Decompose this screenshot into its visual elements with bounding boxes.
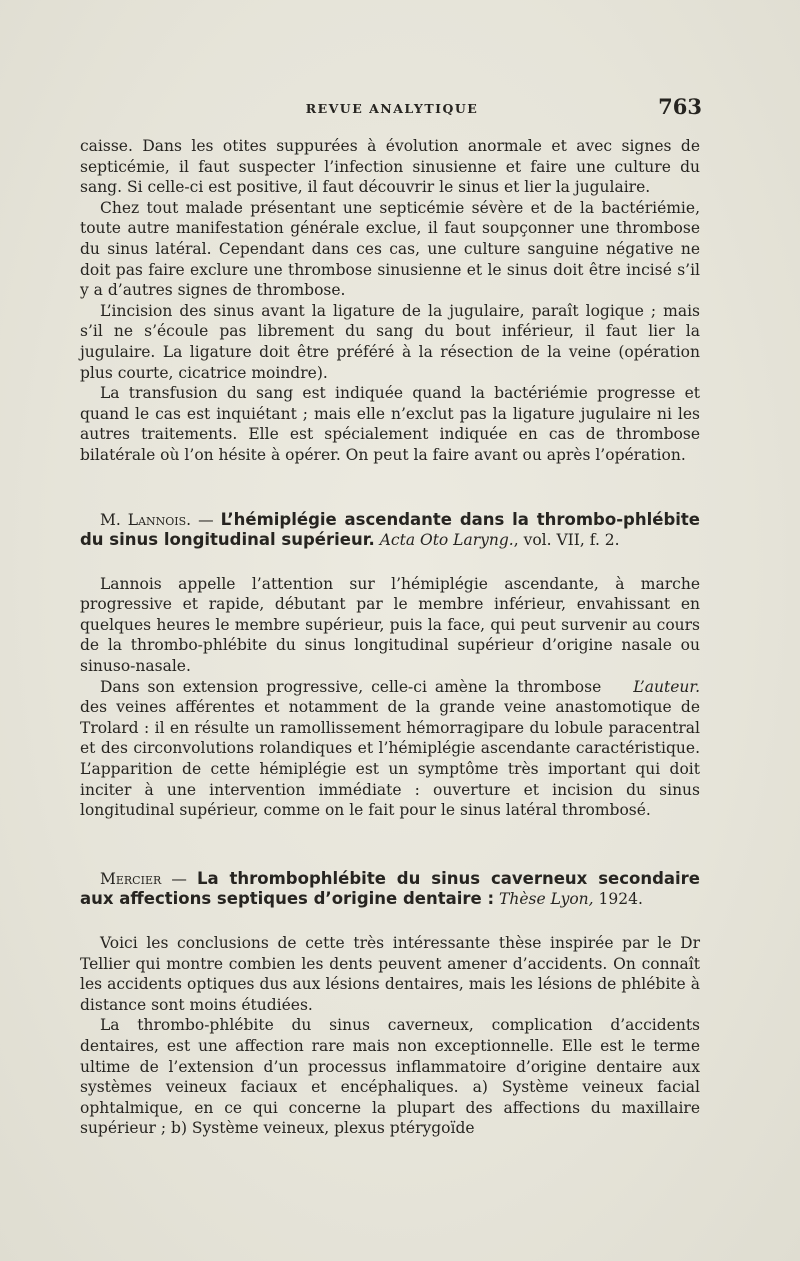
paragraph: Lannois appelle l’attention sur l’hémiplégie ascendante, à marche progressive et rapide, débutant par le membre inférieur, envahissant en quelques heures le membre supérieur, puis la face, qui peut survenir au cours de la thrombo-phlébite du sinus longitudinal supérieur d’origine nasale ou sinuso-nasale.	[80, 574, 700, 676]
paragraph: Chez tout malade présentant une septicémie sévère et de la bactériémie, toute autre manifestation générale exclue, il faut soupçonner une thrombose du sinus latéral. Cependant dans ces cas, une culture sanguine négative ne doit pas faire exclure une thrombose sinusienne et le sinus doit être incisé s’il y a d’autres signes de thrombose.	[80, 198, 700, 300]
entry-signature: L’auteur.	[633, 677, 700, 696]
entry-journal: Acta Oto Laryng.	[379, 531, 514, 550]
entry-author: M. Lannois.	[100, 510, 192, 529]
paragraph-text: Dans son extension progressive, celle-ci amène la thrombose des veines afférentes et notamment de la grande veine anastomotique de Trolard : il en résulte un ramollissement hémorragipare du lobule paracentral et des circonvolutions rolandiques et l’hémiplégie ascendante caractéristique. L’apparition de cette hémiplégie est un symptôme très important qui doit inciter à une intervention immédiate : ouverture et incision du sinus longitudinal supérieur, comme on le fait pour le sinus latéral thrombosé.	[80, 677, 700, 820]
entry-dash: —	[191, 510, 221, 529]
paragraph: La thrombo-phlébite du sinus caverneux, complication d’accidents dentaires, est une affection rare mais non exceptionnelle. Elle est le terme ultime de l’extension d’un processus inflammatoire d’origine dentaire aux systèmes veineux faciaux et encéphaliques. a) Système veineux facial ophtalmique, en ce qui concerne la plupart des affections du maxillaire supérieur ; b) Système veineux, plexus ptérygoïde	[80, 1016, 700, 1138]
entry-author: Mercier	[100, 869, 162, 888]
entry-dash: —	[161, 869, 197, 888]
entry-title: L’hémiplégie ascendante dans la thrombo-phlébite du sinus longitudinal supérieur.	[80, 509, 700, 550]
paragraph: caisse. Dans les otites suppurées à évolution anormale et avec signes de septicémie, il faut suspecter l’infection sinusienne et faire une culture du sang. Si celle-ci est positive, il faut découvrir le sinus et lier la jugulaire.	[80, 137, 700, 197]
running-head: REVUE ANALYTIQUE	[305, 101, 479, 116]
entry-reference: , vol. VII, f. 2.	[513, 531, 620, 550]
entry-heading-lannois	[80, 510, 700, 551]
paragraph	[80, 677, 700, 821]
page-number: 763	[658, 94, 702, 119]
page-header	[80, 94, 704, 124]
entry-title: La thrombophlébite du sinus caverneux secondaire aux affections septiques d’origine dentaire :	[80, 868, 700, 909]
entry-heading-mercier	[80, 869, 700, 910]
paragraph: L’incision des sinus avant la ligature de la jugulaire, paraît logique ; mais s’il ne s’écoule pas librement du sang du bout inférieur, il faut lier la jugulaire. La ligature doit être préféré à la résection de la veine (opération plus courte, cicatrice moindre).	[80, 301, 700, 382]
entry-year: 1924.	[598, 890, 643, 909]
entry-thesis: Thèse Lyon,	[499, 890, 594, 909]
paragraph: La transfusion du sang est indiquée quand la bactériémie progresse et quand le cas est inquiétant ; mais elle n’exclut pas la ligature jugulaire ni les autres traitements. Elle est spécialement indiquée en cas de thrombose bilatérale où l’on hésite à opérer. On peut la faire avant ou après l’opération.	[80, 384, 700, 464]
body-text	[80, 136, 700, 1139]
paragraph: Voici les conclusions de cette très intéressante thèse inspirée par le Dr Tellier qui montre combien les dents peuvent amener d’accidents. On connaît les accidents optiques dus aux lésions dentaires, mais les lésions de phlébite à distance sont moins étudiées.	[80, 934, 700, 1014]
